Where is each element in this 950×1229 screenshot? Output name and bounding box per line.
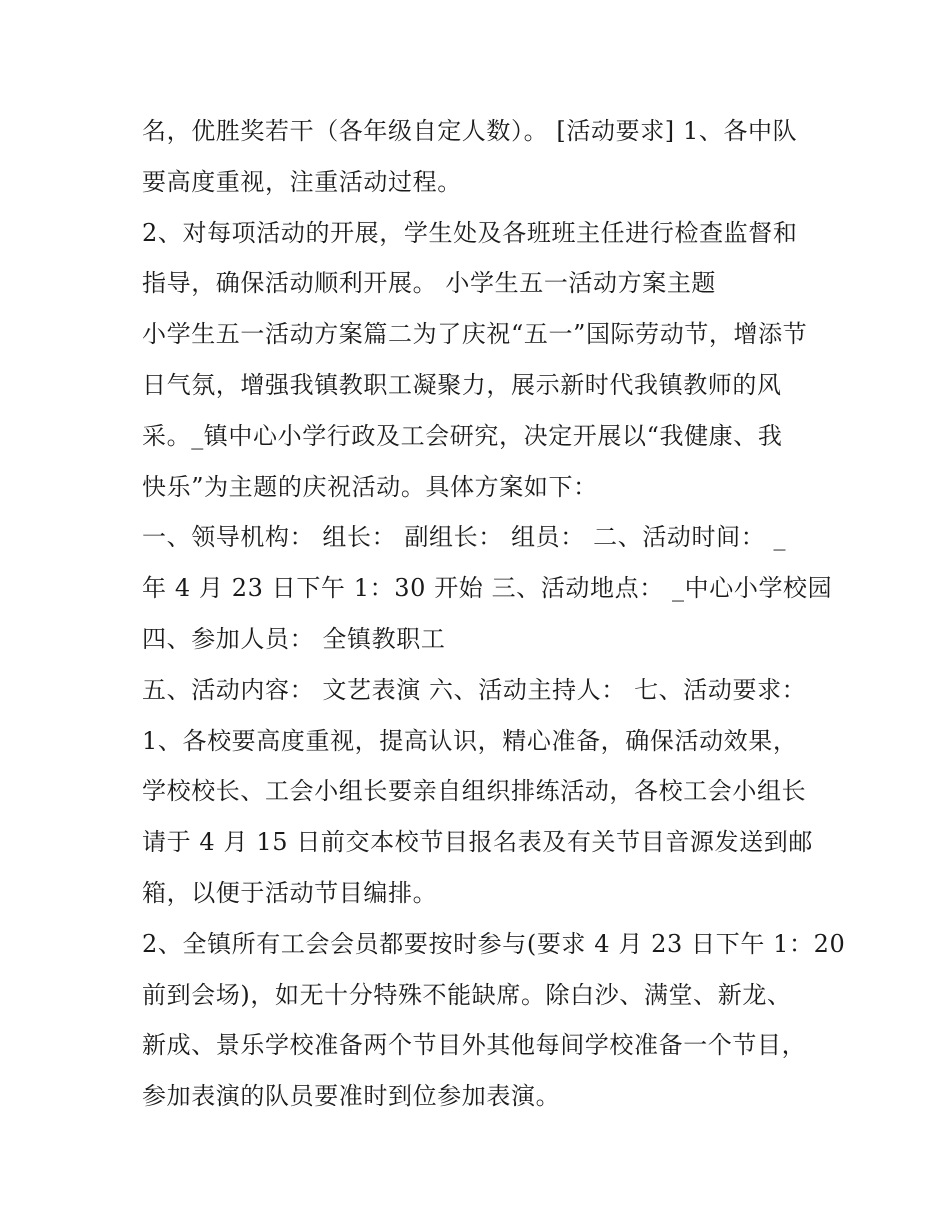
- text-line: 学校校长、工会小组长要亲自组织排练活动，各校工会小组长: [142, 777, 807, 806]
- text-line: 2、全镇所有工会会员都要按时参与(要求 4 月 23 日下午 1：20: [142, 929, 846, 958]
- text-line: 采。_镇中心小学行政及工会研究，决定开展以“我健康、我: [142, 421, 783, 450]
- text-line: 参加表演的队员要准时到位参加表演。: [142, 1082, 561, 1111]
- text-line: 日气氛，增强我镇教职工凝聚力，展示新时代我镇教师的风: [142, 370, 782, 399]
- text-line: 新成、景乐学校准备两个节目外其他每间学校准备一个节目，: [142, 1031, 807, 1060]
- document-body: [142, 106, 846, 1122]
- text-line: 1、各校要高度重视，提高认识，精心准备，确保活动效果，: [142, 726, 798, 755]
- text-line: 请于 4 月 15 日前交本校节目报名表及有关节目音源发送到邮: [142, 828, 813, 857]
- text-line: 前到会场)，如无十分特殊不能缺席。除白沙、满堂、新龙、: [142, 980, 792, 1009]
- text-line: 指导，确保活动顺利开展。 小学生五一活动方案主题: [142, 269, 717, 298]
- text-line: 快乐”为主题的庆祝活动。具体方案如下：: [142, 472, 598, 501]
- text-line: 一、领导机构： 组长： 副组长： 组员： 二、活动时间： _: [142, 523, 787, 552]
- text-line: 名，优胜奖若干（各年级自定人数）。 [活动要求] 1、各中队: [142, 117, 798, 145]
- text-line: 小学生五一活动方案篇二为了庆祝“五一”国际劳动节，增添节: [142, 320, 808, 349]
- text-line: 箱，以便于活动节目编排。: [142, 878, 438, 907]
- text-line: 五、活动内容： 文艺表演 六、活动主持人： 七、活动要求：: [142, 675, 807, 704]
- text-line: 年 4 月 23 日下午 1：30 开始 三、活动地点： _中心小学校园: [142, 574, 833, 603]
- text-line: 要高度重视，注重活动过程。: [142, 167, 462, 196]
- text-line: 四、参加人员： 全镇教职工: [142, 624, 446, 653]
- text-line: 2、对每项活动的开展，学生处及各班班主任进行检查监督和: [142, 218, 798, 247]
